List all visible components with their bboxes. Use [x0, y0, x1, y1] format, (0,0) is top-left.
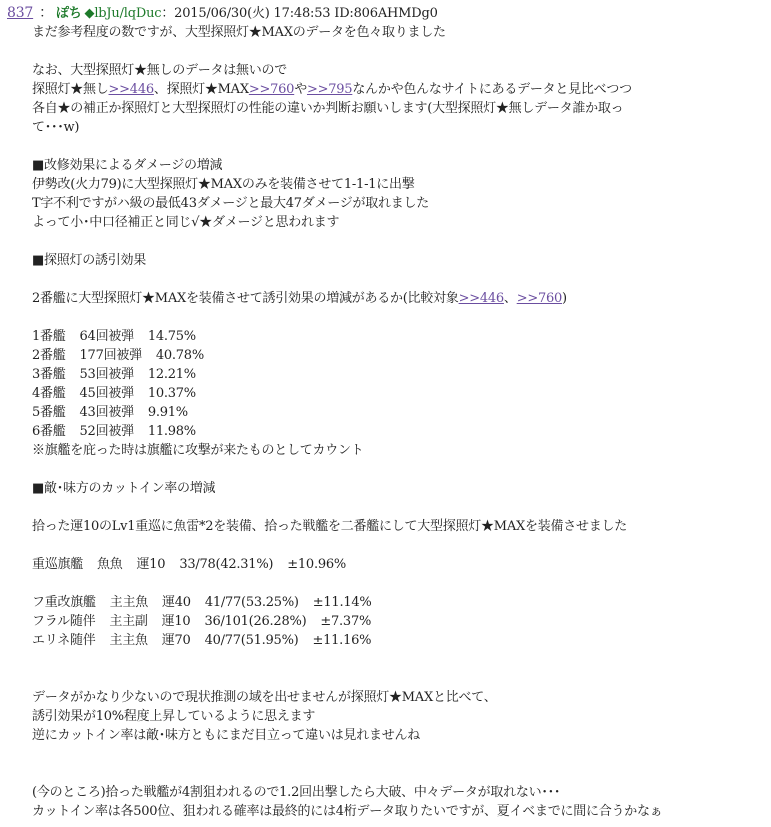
body-text: なんかや色んなサイトにあるデータと見比べつつ — [352, 82, 632, 97]
anchor-link-446[interactable]: >>446 — [458, 291, 504, 306]
body-line: 伊勢改(火力79)に大型探照灯★MAXのみを装備させて1-1-1に出撃 — [32, 177, 415, 192]
poster-name: ぽち — [55, 6, 82, 21]
cutin-equip: 主主魚 — [109, 633, 148, 648]
body-text: ) — [562, 291, 567, 306]
body-line: 各自★の補正か探照灯と大型探照灯の性能の違いか判断お願いします(大型探照灯★無しデータ誰か取っ — [32, 101, 624, 116]
anchor-link-795[interactable]: >>795 — [306, 82, 353, 97]
body-text: 2番艦に大型探照灯★MAXを装備させて誘引効果の増減があるか(比較対象 — [32, 291, 459, 306]
post-datetime-id: ：2015/06/30(火) 17:48:53 ID:806AHMDg0 — [161, 6, 438, 21]
body-line: よって小･中口径補正と同じ√★ダメージと思われます — [32, 215, 340, 230]
blank-line — [32, 764, 767, 783]
ship-hit-count: 53回被弾 — [79, 367, 134, 382]
anchor-link-446[interactable]: >>446 — [108, 82, 154, 97]
cutin-row-ally — [32, 593, 767, 612]
blank-line — [32, 270, 767, 289]
cutin-ship-name: フ重改旗艦 — [32, 595, 96, 610]
ship-hit-rate: 40.78% — [155, 348, 204, 363]
cutin-luck: 運70 — [161, 633, 191, 648]
cutin-luck: 運40 — [162, 595, 191, 610]
cutin-result: 33/78(42.31%) — [179, 557, 274, 572]
post-body — [32, 23, 767, 821]
cutin-result: 36/101(26.28%) — [204, 614, 307, 629]
ship-hit-rate: 9.91% — [147, 405, 188, 420]
anchor-link-760[interactable]: >>760 — [516, 291, 563, 306]
blank-line — [32, 650, 767, 669]
cutin-error: ±11.16% — [312, 633, 372, 648]
ship-position: 1番艦 — [32, 329, 66, 344]
cutin-ship-name: エリネ随伴 — [32, 633, 96, 648]
cutin-equip: 主主魚 — [109, 595, 149, 610]
ship-hit-count: 45回被弾 — [79, 386, 134, 401]
body-line: (今のところ)拾った戦艦が4割狙われるので1.2回出撃したら大破、中々データが取れない･･･ — [32, 785, 561, 800]
ship-hit-rate: 11.98% — [147, 424, 196, 439]
cutin-row-ally — [32, 612, 767, 631]
blank-line — [32, 42, 767, 61]
ship-hit-rate: 12.21% — [147, 367, 196, 382]
ship-row — [32, 384, 767, 403]
body-line: まだ参考程度の数ですが、大型探照灯★MAXのデータを色々取りました — [32, 25, 446, 40]
body-line: 逆にカットイン率は敵･味方ともにまだ目立って違いは見れませんね — [32, 728, 420, 743]
blank-line — [32, 232, 767, 251]
section-title: ■探照灯の誘引効果 — [32, 253, 147, 268]
blank-line — [32, 137, 767, 156]
ship-hit-rate: 10.37% — [147, 386, 196, 401]
ship-position: 4番艦 — [32, 386, 66, 401]
blank-line — [32, 574, 767, 593]
poster-trip: ◆lbJu/lqDuc — [84, 6, 162, 21]
cutin-equip: 主主副 — [109, 614, 148, 629]
blank-line — [32, 460, 767, 479]
ship-row — [32, 346, 767, 365]
body-line: カットイン率は各500位、狙われる確率は最終的には4桁データ取りたいですが、夏イベまでに間に合うかなぁ — [32, 804, 663, 819]
anchor-link-760[interactable]: >>760 — [248, 82, 295, 97]
body-text: や — [294, 82, 307, 97]
ship-hit-rate: 14.75% — [147, 329, 196, 344]
body-line: て･･･w) — [32, 120, 80, 135]
ship-position: 2番艦 — [32, 348, 66, 363]
cutin-luck: 運10 — [161, 614, 191, 629]
blank-line — [32, 308, 767, 327]
cutin-result: 41/77(53.25%) — [204, 595, 299, 610]
blank-line — [32, 498, 767, 517]
post-header — [7, 3, 438, 23]
ship-row — [32, 365, 767, 384]
body-line-with-anchors — [32, 289, 767, 308]
ship-row — [32, 327, 767, 346]
blank-line — [32, 669, 767, 688]
body-line: 拾った運10のLv1重巡に魚雷*2を装備、拾った戦艦を二番艦にして大型探照灯★MAXを装備させました — [32, 519, 628, 534]
cutin-result: 40/77(51.95%) — [204, 633, 299, 648]
section-title: ■改修効果によるダメージの増減 — [32, 158, 223, 173]
ship-row — [32, 403, 767, 422]
ship-hit-count: 52回被弾 — [79, 424, 134, 439]
cutin-ship-name: 重巡旗艦 — [32, 557, 84, 572]
ship-position: 6番艦 — [32, 424, 66, 439]
body-text: 、探照灯★MAX — [153, 82, 249, 97]
cutin-luck: 運10 — [136, 557, 166, 572]
body-text: 、 — [503, 291, 517, 306]
body-line: T字不利ですがハ級の最低43ダメージと最大47ダメージが取れました — [32, 196, 429, 211]
cutin-error: ±7.37% — [320, 614, 372, 629]
cutin-equip: 魚魚 — [97, 557, 123, 572]
cutin-row-enemy — [32, 555, 767, 574]
body-line: なお、大型探照灯★無しのデータは無いので — [32, 63, 288, 78]
ship-position: 5番艦 — [32, 405, 66, 420]
body-text: 探照灯★無し — [32, 82, 109, 97]
body-line: データがかなり少ないので現状推測の域を出せませんが探照灯★MAXと比べて、 — [32, 690, 497, 705]
blank-line — [32, 745, 767, 764]
ship-hit-count: 43回被弾 — [79, 405, 134, 420]
ship-position: 3番艦 — [32, 367, 66, 382]
cutin-row-ally — [32, 631, 767, 650]
cutin-error: ±11.14% — [312, 595, 372, 610]
body-line-with-anchors — [32, 80, 767, 99]
body-line: 誘引効果が10%程度上昇しているように思えます — [32, 709, 316, 724]
ship-hit-count: 64回被弾 — [79, 329, 134, 344]
ship-row — [32, 422, 767, 441]
section-title: ■敵･味方のカットイン率の増減 — [32, 481, 216, 496]
body-note: ※旗艦を庇った時は旗艦に攻撃が来たものとしてカウント — [32, 443, 364, 458]
ship-hit-count: 177回被弾 — [79, 348, 142, 363]
cutin-error: ±10.96% — [287, 557, 346, 572]
blank-line — [32, 536, 767, 555]
post-number-link[interactable]: 837 — [7, 5, 34, 21]
cutin-ship-name: フラル随伴 — [32, 614, 96, 629]
header-separator: ： — [39, 5, 53, 21]
